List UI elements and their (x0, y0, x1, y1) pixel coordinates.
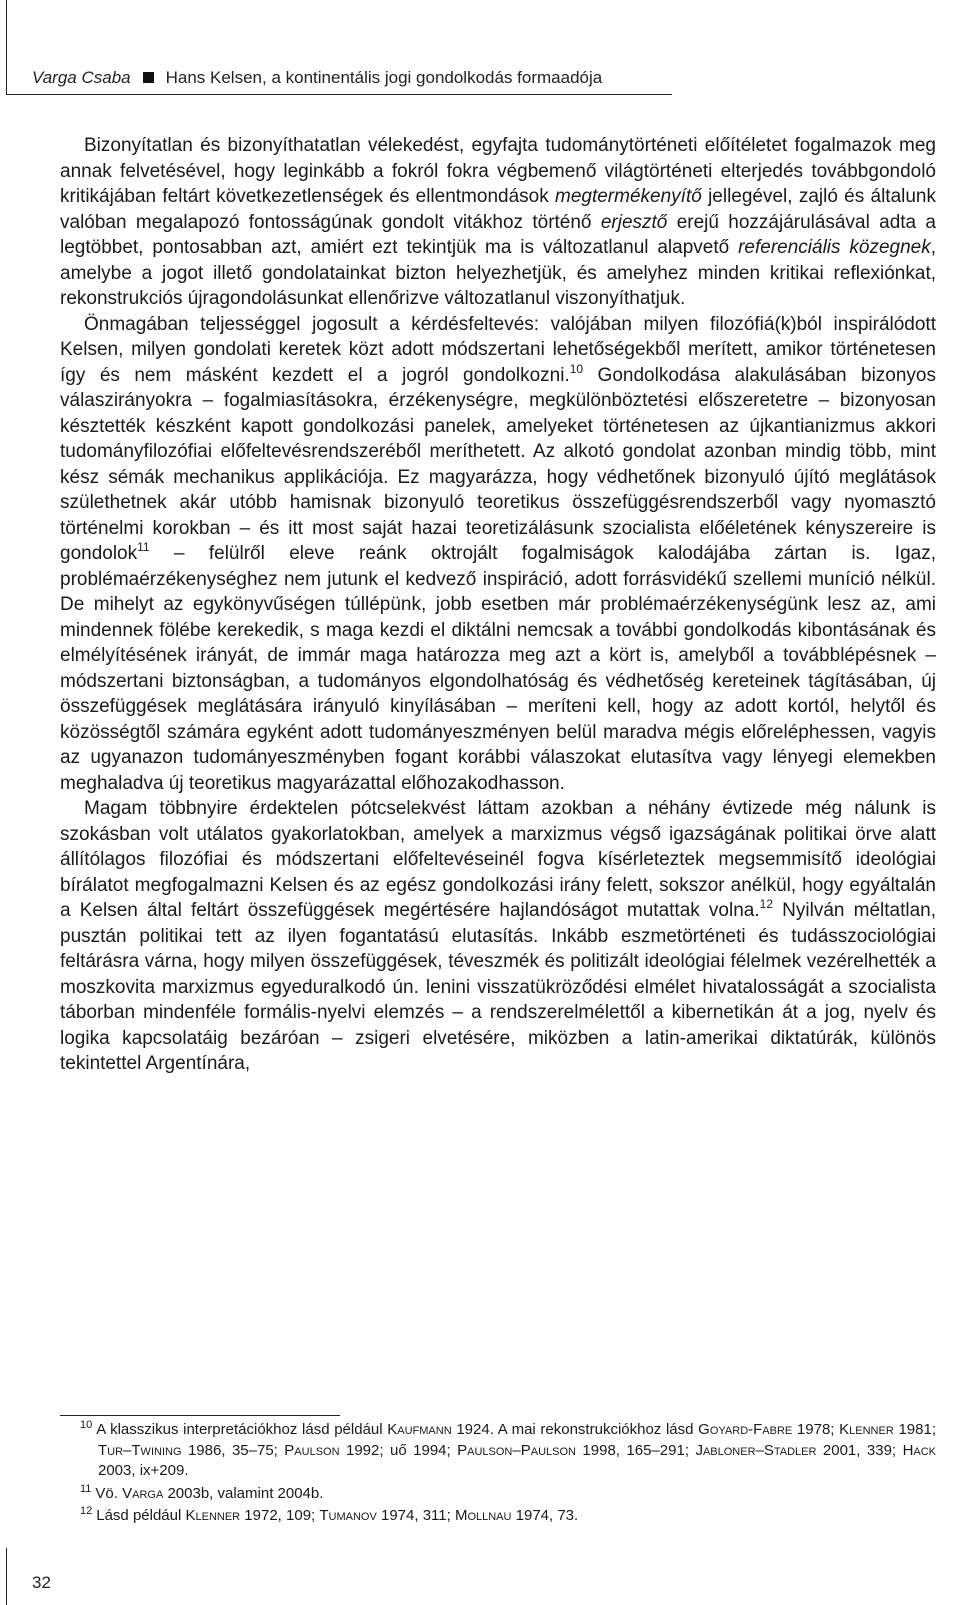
margin-rule-bottom (6, 1548, 7, 1605)
author-name: Tumanov (319, 1507, 377, 1524)
text-run: erejű hozzájárulásával adta a legtöbbet, pontosabban azt, amiért ezt tekintjük ma is változatlanul alapvető (60, 211, 936, 258)
header-rule (6, 94, 672, 95)
running-header (32, 68, 672, 88)
author-name: Mollnau (454, 1507, 512, 1524)
text-run: Gondolkodása alakulásában bizonyos válaszirányokra – fogalmiasításokra, érzékenységre, megkülönböztetési előszeretetre – bizonyosan késztették készként kapott gondolkozási panelek, amelyeket történetesen az újkantianizmus akkori tudományfilozófiai előfeltevésrendszeréből meríthetett. Az alkotó gondolat azonban mindig több, mint kész sémák mechanikus applikációja. Ez magyarázza, hogy védhetőnek bizonyuló újító meglátások születhetnek akár utóbb hamisnak bizonyuló teoretikus összefüggésrendszerből vagy nyomasztó történelmi korokban – és itt most saját hazai teoretizálásunk szocialista előéletének kényszereire is gondolok (60, 364, 936, 564)
text-run: , amelybe a jogot illető gondolatainkat bizton helyezhetjük, és amelyhez minden kritikai reflexiónkat, rekonstrukciós újragondolásunkat ellenőrizve változatlanul viszonyíthatjuk. (60, 237, 936, 309)
text-run: 1974, 73. (511, 1507, 579, 1524)
page-number: 32 (32, 1573, 51, 1592)
text-run: A klasszikus interpretációkhoz lásd például (96, 1421, 388, 1438)
main-text (60, 133, 936, 1077)
text-run: 2001, 339; (816, 1441, 903, 1459)
text-run: 1992; uő 1994; (339, 1441, 458, 1459)
text-run: 1998, 165–291; (575, 1441, 696, 1459)
footnote-10 (80, 1420, 936, 1482)
author-name: Kaufmann (387, 1421, 452, 1438)
footnote-ref[interactable]: 12 (759, 897, 773, 911)
footnote-number: 11 (80, 1482, 92, 1495)
text-run: 1978; (792, 1421, 840, 1438)
header-title: Hans Kelsen, a kontinentális jogi gondolkodás formaadója (165, 68, 603, 87)
italic-term: referenciális közegnek (738, 237, 931, 258)
text-run: Önmagában teljességgel jogosult a kérdésfeltevés: valójában milyen filozófiá(k)ból inspirálódott Kelsen, milyen gondolati keretek közt adott módszertani lehetőségekből merített, amikor történetesen így és nem másként kezdett el a jogról gondolkozni. (60, 313, 936, 386)
footnote-ref[interactable]: 11 (137, 540, 150, 554)
text-run: jellegével, zajló és általunk valóban megalapozó fontosságúnak gondolt vitákhoz történő (60, 186, 936, 233)
text-run: 2003, ix+209. (98, 1462, 189, 1479)
footnote-number: 10 (80, 1419, 93, 1431)
text-run: 1981; (893, 1421, 937, 1438)
header-author: Varga Csaba (32, 68, 131, 87)
author-name: Goyard-Fabre (698, 1421, 793, 1438)
author-name: Klenner (185, 1507, 241, 1524)
paragraph-2 (60, 312, 936, 797)
author-name: Hack (902, 1441, 937, 1459)
paragraph-1 (60, 133, 936, 312)
footnote-12 (80, 1506, 936, 1527)
footnotes (80, 1420, 936, 1529)
text-run: Vö. (95, 1484, 123, 1502)
author-name: Paulson–Paulson (457, 1441, 576, 1459)
author-name: Varga (122, 1484, 164, 1502)
text-run: 1986, 35–75; (181, 1441, 285, 1459)
author-name: Klenner (839, 1421, 894, 1438)
footnote-separator (60, 1415, 340, 1416)
text-run: – felülről eleve reánk oktrojált fogalmiságok kalodájába zártan is. Igaz, problémaérzékenységhez nem jutunk el kedvező inspiráció, adott forrásvidékű szellemi muníció nélkül. De mihelyt az egykönyvűségen túllépünk, jobb esetben már problémaérzékenységünk lesz az, ami mindennek fölébe kerekedik, s maga kezdi el diktálni nemcsak a további gondolkodás kibontásának és elmélyítésének irányát, de immár maga határozza meg azt a kört is, amelyből a továbblépésnek – módszertani biztonságban, a tudományos elgondolhatóság és védhetőség kereteinek tágításában, új összefüggések meglátására irányuló kinyílásában – meríteni kell, hogy az adott kortól, helytől és közösségtől számára egyként adott tudományeszményen belül maradva mégis előreléphessen, vagyis az ugyanazon tudományeszményben fogant korábbi válaszokat elutasítva vagy lényegi elemekben meghaladva új teoretikus magyarázattal előhozakodhasson. (60, 543, 936, 794)
text-run: 1974, 311; (376, 1507, 455, 1524)
author-name: Jabloner–Stadler (695, 1441, 817, 1459)
text-run: Lásd például (96, 1507, 186, 1524)
author-name: Tur–Twining (98, 1441, 182, 1459)
text-run: 1972, 109; (240, 1507, 320, 1524)
italic-term: megtermékenyítő (555, 186, 702, 207)
italic-term: erjesztő (600, 211, 668, 233)
margin-rule (6, 0, 7, 95)
text-run: Magam többnyire érdektelen pótcselekvést láttam azokban a néhány évtizede még nálunk is szokásban volt utálatos gyakorlatokban, amelyek a marxizmus végső igazságának politikai örve alatt állítólagos filozófiai és módszertani előfeltevéseinél fogva kísérleteztek megsemmisítő ideológiai bírálatot megfogalmazni Kelsen és az egész gondolkozási irány felett, sokszor anélkül, hogy egyáltalán a Kelsen által feltárt összefüggések megértésére hajlandóságot mutattak volna. (60, 798, 936, 921)
footnote-11 (80, 1484, 936, 1505)
footnote-number: 12 (80, 1505, 93, 1517)
paragraph-3 (60, 796, 936, 1077)
text-run: Bizonyítatlan és bizonyíthatatlan vélekedést, egyfajta tudománytörténeti előítéletet fogalmazok meg annak felvetésével, hogy leginkább a fokról fokra végbemenő világtörténeti elterjedés továbbgondoló kritikájában feltárt következetlenségek és ellentmondások (60, 135, 936, 207)
text-run: Nyilván méltatlan, pusztán politikai tett az ilyen fogantatású elutasítás. Inkább eszmetörténeti és tudásszociológiai feltárásra várna, hogy milyen összefüggések, téveszmék és politizált ideológiai félelmek vezérelhették a moszkovita marxizmus egyeduralkodó ún. lenini visszatükröződési elmélet hivatalosságát a szocialista táborban mindenféle formális-nyelvi elemzés – a rendszerelmélettől a kibernetikán át a jog, nyelv és logika kapcsolatáig bezáróan – zsigeri elvetésére, miközben a latin-amerikai diktatúrák, különös tekintettel Argentínára, (60, 900, 936, 1074)
author-name: Paulson (284, 1441, 340, 1459)
text-run: 2003b, valamint 2004b. (163, 1484, 324, 1502)
text-run: 1924. A mai rekonstrukciókhoz lásd (451, 1421, 699, 1438)
square-bullet-icon (143, 72, 154, 83)
footnote-ref[interactable]: 10 (569, 361, 584, 376)
